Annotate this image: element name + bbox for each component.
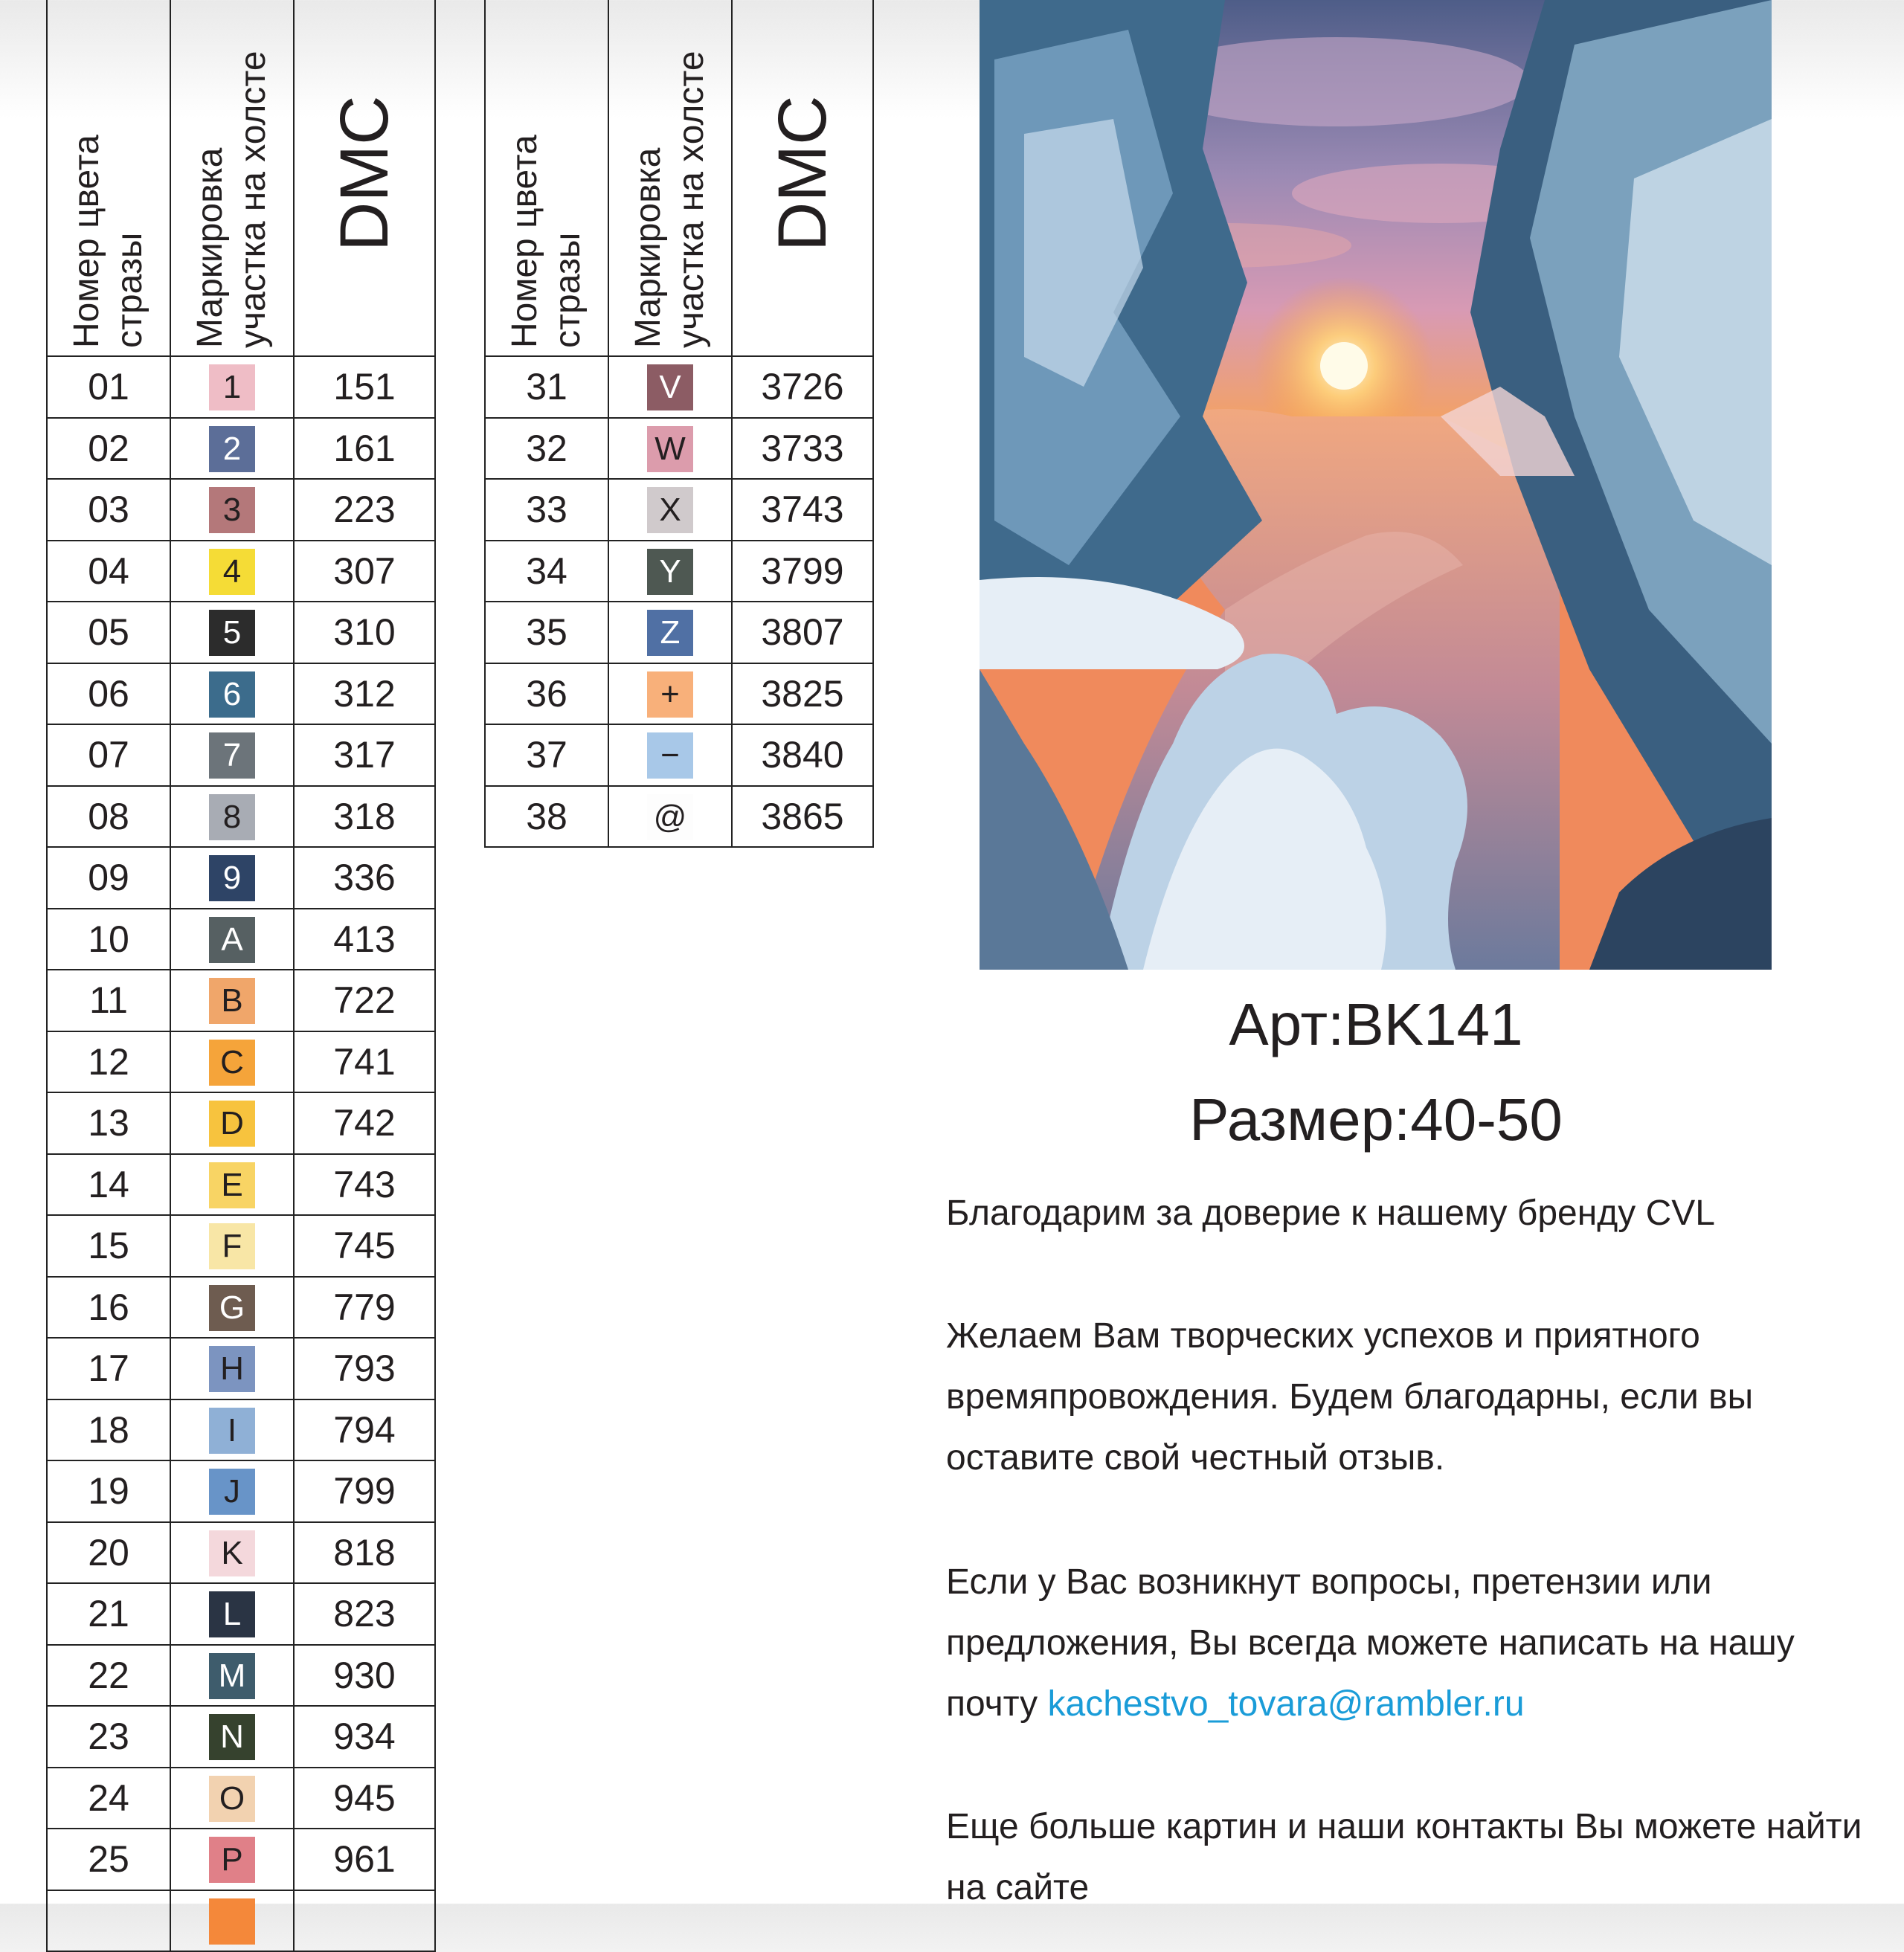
table-row [47,1583,435,1645]
color-swatch: M [209,1653,255,1699]
marking-cell [170,1460,294,1522]
table-row [47,541,435,602]
color-swatch: 8 [209,794,255,840]
table-row [47,724,435,786]
article-number: Арт:BK141 [1229,991,1523,1057]
dmc-code-cell: 3743 [732,479,873,541]
color-number-cell: 13 [47,1092,170,1154]
dmc-code-cell: 3825 [732,663,873,725]
color-swatch: O [209,1776,255,1822]
table-row [47,1890,435,1952]
dmc-code-cell: 745 [294,1215,435,1277]
winter-river-sunset-image [980,0,1772,970]
marking-cell [608,541,732,602]
color-number-cell: 34 [485,541,608,602]
marking-cell [608,356,732,418]
dmc-code-cell: 818 [294,1522,435,1584]
color-number-cell: 02 [47,418,170,480]
color-number-cell: 23 [47,1706,170,1768]
dmc-code-cell: 3865 [732,786,873,848]
marking-cell [608,418,732,480]
table-row [485,541,873,602]
marking-cell [170,1645,294,1707]
table-row [47,1154,435,1216]
color-number-cell: 05 [47,602,170,663]
color-number-cell: 12 [47,1031,170,1093]
table-row [485,479,873,541]
table-row [47,1522,435,1584]
dmc-code-cell: 312 [294,663,435,725]
table-row [485,724,873,786]
color-number-cell: 03 [47,479,170,541]
dmc-code-cell: 930 [294,1645,435,1707]
dmc-code-cell: 336 [294,847,435,909]
color-swatch: 1 [209,364,255,410]
table-row [47,1215,435,1277]
table-row [485,356,873,418]
color-swatch: E [209,1162,255,1208]
color-swatch: D [209,1101,255,1147]
table-row [47,970,435,1031]
dmc-code-cell: 793 [294,1338,435,1399]
header-color-number: Номер цвета стразы [485,0,608,356]
dmc-code-cell: 961 [294,1829,435,1890]
color-number-cell: 38 [485,786,608,848]
dmc-code-cell: 743 [294,1154,435,1216]
color-number-cell: 36 [485,663,608,725]
dmc-code-cell: 779 [294,1277,435,1339]
marking-cell [608,479,732,541]
color-swatch: X [647,487,693,533]
color-legend-table-right [484,0,874,848]
header-canvas-marking: Маркировка участка на холсте [608,0,732,356]
table-row [47,786,435,848]
marking-cell [170,786,294,848]
dmc-code-cell: 3733 [732,418,873,480]
color-swatch [209,1898,255,1945]
marking-cell [170,663,294,725]
color-swatch: − [647,732,693,779]
marking-cell [170,1399,294,1461]
color-number-cell: 16 [47,1277,170,1339]
color-number-cell: 24 [47,1768,170,1829]
color-swatch: 4 [209,549,255,595]
questions-text: Если у Вас возникнут вопросы, претензии или предложения, Вы всегда можете написать на нашу почту [946,1562,1795,1724]
marking-cell [170,418,294,480]
marking-cell [170,909,294,970]
color-swatch: F [209,1223,255,1269]
color-number-cell: 08 [47,786,170,848]
contact-text [946,1552,1883,1735]
legend-body-left [47,356,435,1951]
table-row [47,1645,435,1707]
table-row [47,1031,435,1093]
color-number-cell: 15 [47,1215,170,1277]
color-number-cell: 07 [47,724,170,786]
color-number-cell: 21 [47,1583,170,1645]
table-row [485,602,873,663]
dmc-code-cell: 3726 [732,356,873,418]
dmc-code-cell: 741 [294,1031,435,1093]
table-row [47,909,435,970]
color-swatch: J [209,1469,255,1515]
marking-cell [170,1338,294,1399]
table-row [47,1829,435,1890]
marking-cell [170,602,294,663]
wishes-text: Желаем Вам творческих успехов и приятного времяпровождения. Будем благодарны, если вы оставите свой честный отзыв. [946,1316,1754,1478]
table-row [47,1277,435,1339]
header-color-number: Номер цвета стразы [47,0,170,356]
color-swatch: V [647,364,693,410]
color-swatch: P [209,1837,255,1883]
color-number-cell: 32 [485,418,608,480]
color-number-cell: 14 [47,1154,170,1216]
dmc-code-cell: 161 [294,418,435,480]
color-swatch: @ [647,794,693,840]
color-number-cell: 35 [485,602,608,663]
marking-cell [608,663,732,725]
color-number-cell: 06 [47,663,170,725]
table-row [47,479,435,541]
marking-cell [170,356,294,418]
dmc-code-cell: 317 [294,724,435,786]
color-number-cell: 20 [47,1522,170,1584]
color-number-cell: 18 [47,1399,170,1461]
marking-cell [608,602,732,663]
color-swatch: + [647,671,693,718]
dmc-code-cell: 934 [294,1706,435,1768]
color-number-cell [47,1890,170,1952]
marking-cell [170,1154,294,1216]
header-dmc: DMC [294,0,435,356]
legend-body-right [485,356,873,847]
color-swatch: G [209,1285,255,1331]
dmc-code-cell: 722 [294,970,435,1031]
table-row [485,663,873,725]
color-swatch: 6 [209,671,255,718]
marking-cell [608,786,732,848]
color-swatch: N [209,1714,255,1760]
table-row [47,418,435,480]
marking-cell [170,1890,294,1952]
color-swatch: A [209,917,255,963]
color-number-cell: 04 [47,541,170,602]
dmc-code-cell: 318 [294,786,435,848]
color-swatch: L [209,1591,255,1637]
dmc-code-cell: 151 [294,356,435,418]
marking-cell [608,724,732,786]
legend-header-row [485,0,873,356]
color-number-cell: 09 [47,847,170,909]
color-number-cell: 22 [47,1645,170,1707]
color-number-cell: 25 [47,1829,170,1890]
color-number-cell: 33 [485,479,608,541]
color-number-cell: 19 [47,1460,170,1522]
color-number-cell: 01 [47,356,170,418]
dmc-code-cell: 945 [294,1768,435,1829]
marking-cell [170,1706,294,1768]
support-email-link[interactable]: kachestvo_tovara@rambler.ru [1047,1684,1525,1724]
color-swatch: W [647,426,693,472]
table-row [485,786,873,848]
dmc-code-cell: 307 [294,541,435,602]
color-swatch: 7 [209,732,255,779]
dmc-code-cell: 823 [294,1583,435,1645]
marking-cell [170,724,294,786]
dmc-code-cell: 413 [294,909,435,970]
marking-cell [170,1522,294,1584]
legend-header-row [47,0,435,356]
color-swatch: B [209,978,255,1024]
table-row [47,1399,435,1461]
table-row [47,1092,435,1154]
marking-cell [170,1215,294,1277]
table-row [47,1338,435,1399]
marking-cell [170,847,294,909]
marking-cell [170,541,294,602]
dmc-code-cell: 799 [294,1460,435,1522]
marking-cell [170,1583,294,1645]
color-swatch: I [209,1408,255,1454]
color-number-cell: 37 [485,724,608,786]
color-number-cell: 17 [47,1338,170,1399]
marking-cell [170,1277,294,1339]
more-info-text: Еще больше картин и наши контакты Вы можете найти на сайте [946,1807,1862,1907]
table-row [47,602,435,663]
landscape-illustration [980,0,1772,970]
color-swatch: Y [647,549,693,595]
table-row [47,356,435,418]
dmc-code-cell: 3840 [732,724,873,786]
table-row [47,1706,435,1768]
color-swatch: 3 [209,487,255,533]
table-row [47,1768,435,1829]
color-legend-table-left [46,0,436,1952]
color-swatch: 9 [209,855,255,901]
color-swatch: H [209,1346,255,1392]
dmc-code-cell: 742 [294,1092,435,1154]
color-number-cell: 10 [47,909,170,970]
dmc-code-cell [294,1890,435,1952]
dmc-code-cell: 223 [294,479,435,541]
color-swatch: 2 [209,426,255,472]
dmc-code-cell: 794 [294,1399,435,1461]
table-row [485,418,873,480]
color-swatch: K [209,1530,255,1576]
color-number-cell: 11 [47,970,170,1031]
table-row [47,847,435,909]
dmc-code-cell: 3807 [732,602,873,663]
header-canvas-marking: Маркировка участка на холсте [170,0,294,356]
color-swatch: C [209,1040,255,1086]
dmc-code-cell: 310 [294,602,435,663]
color-swatch: 5 [209,610,255,656]
thanks-text: Благодарим за доверие к нашему бренду CVL [946,1194,1715,1233]
marking-cell [170,1031,294,1093]
color-number-cell: 31 [485,356,608,418]
header-dmc: DMC [732,0,873,356]
marking-cell [170,1829,294,1890]
marking-cell [170,970,294,1031]
table-row [47,663,435,725]
marking-cell [170,479,294,541]
dmc-code-cell: 3799 [732,541,873,602]
color-swatch: Z [647,610,693,656]
table-row [47,1460,435,1522]
marking-cell [170,1092,294,1154]
kit-size: Размер:40-50 [1189,1086,1563,1153]
marking-cell [170,1768,294,1829]
